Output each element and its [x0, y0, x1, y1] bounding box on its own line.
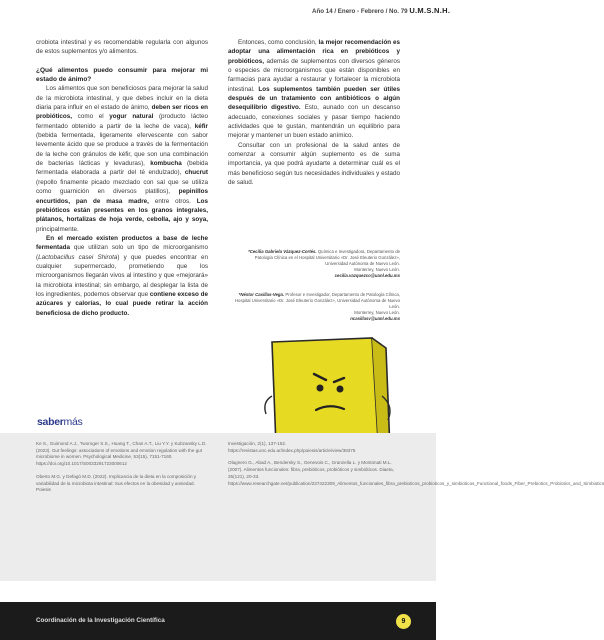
reference-item: Investigación, 2(1), 137-152. https://revistas.unc.edu.ar/index.php/poiesis/article/view/38375 — [228, 441, 356, 453]
left-paragraph-2: Los alimentos que son beneficiosos para mejorar la salud de la microbiota intestinal, y que debes incluir en la dieta diaria para influir en el estado de ánimo, deben ser ricos en probióticos, como el yogur natural (producto lácteo fermentado obtenido a partir de la leche de vaca), kéfir (bebida fermentada, ligeramente efervescente con sabor levemente ácido que se produce a través de la fermentación de la leche con gránulos de kéfir, que son una combinación de bacterias lácticas y levaduras), kombucha (bebida fermentada elaborada a partir del té endulzado), chucrut (repollo finamente picado mezclado con sal que se utiliza como guarnición en diversos platillos), pepinillos encurtidos, pan de masa madre, entre otros. Los prebióticos están presentes en los granos integrales, plátanos, hortalizas de hoja verde, cebolla, ajo y soya, principalmente. — [36, 85, 208, 233]
author-affiliation-1: *Cecilia Gabriela Vázquez-Cortés. Química e Investigadora, Departamento de Patología Clínica en el Hospital Universitario «Dr. José Eleuterio González», Universidad Autónoma de Nuevo León. Monterrey, Nuevo León. cecilia.vazquezco@uanl.edu.mx — [248, 249, 400, 279]
references-section — [0, 433, 604, 581]
right-paragraph-1: Entonces, como conclusión, la mejor recomendación es adoptar una alimentación rica en prebióticos y probióticos, además de suplementos con diversos géneros o especies de microorganismos que están disponibles en farmacias para ayudar a restaurar y fortalecer la microbiota intestinal. Los suplementos también pueden ser útiles después de un tratamiento con antibióticos o algún desequilibrio digestivo. Esto, aunado con un descanso adecuado, conexiones sociales y pasar tiempo haciendo actividades que te gustan, mantendrán un equilibrio para mejorar y mantener un buen estado anímico. — [228, 39, 400, 140]
page-footer — [0, 588, 436, 640]
page-number: 9 — [396, 614, 411, 629]
right-paragraph-2: Consultar con un profesional de la salud antes de comenzar a consumir algún suplemento es de suma importancia, ya que podrá ayudarte a determinar cuál es el más beneficioso según tus necesidades individuales y estado de salud. — [228, 141, 400, 187]
reference-item: Ke S., Guimond A.J., Tworoger S.S., Huang T., Chan A.T., Liu Y.Y. y Kubzansky L.D. (2023). Gut feelings: associations of emotions and emotion regulation with the gut microbiome in women. Psychological Medicine, 53(15), 7151-7160. https://doi.org/10.1017/S0033291723000612 — [36, 441, 207, 467]
saber-mas-logo: sabermás — [37, 416, 83, 428]
left-paragraph-3: En el mercado existen productos a base de leche fermentada que utilizan solo un tipo de microorganismo (Lactobacillus casei Shirota) y que puedes encontrar en cualquier supermercado, prometiendo que los microorganismos llegarán vivos al intestino y que «mejorará» la microbiota intestinal; sin embargo, al desplegar la lista de los ingredientes, podemos observar que contiene exceso de azúcares y calorías, lo cual puede retirar la acción beneficiosa de dicho producto. — [36, 234, 208, 317]
issue-info: Año 14 / Enero - Febrero / No. 79 — [312, 8, 408, 15]
references-left — [36, 441, 208, 500]
section-question: ¿Qué alimentos puedo consumir para mejorar mi estado de ánimo? — [36, 66, 208, 84]
right-column — [228, 38, 400, 188]
footer-label: Coordinación de la Investigación Científica — [36, 617, 165, 624]
author-email-1[interactable]: cecilia.vazquezco@uanl.edu.mx — [334, 273, 400, 279]
institution-name: U.M.S.N.H. — [409, 6, 451, 15]
left-paragraph-1: crobiota intestinal y es recomendable regularla con algunos de estos suplementos y/o alimentos. — [36, 39, 208, 56]
left-column — [36, 38, 208, 318]
author-affiliation-2: *Néstor Casillas-Vega. Profesor e Investigador, Departamento de Patología Clínica, Hospital Universitario «Dr. José Eleuterio González», Universidad Autónoma de Nuevo León. Monterrey, Nuevo León. ncasillasv@uanl.edu.mx — [234, 292, 400, 322]
issue-header — [312, 6, 450, 15]
references-right — [228, 441, 604, 493]
author-email-2[interactable]: ncasillasv@uanl.edu.mx — [350, 316, 400, 322]
reference-item: Oberto M.G. y Defagó M.D. (2022). Implicancia de la dieta en la composición y variabilidad de la microbiota intestinal: Sus efectos en la obesidad y ansiedad. Poiesis — [36, 473, 197, 493]
reference-item: Olagnero G., Abad A., Bendersky S., Genevois C., Granzella L. y Montonati M.L. (2007). Alimentos funcionales: fibra, prebióticos, probióticos y simbióticos. Diaeta, 25(121), 20-33. https://www.researchgate.net/publication/237422309_Alimentos_funcionales_fibra_prebioticos_probioticos_y_simbioticos_Functional_foods_Fiber_Prebiotics_Probiotics_and_Simbiotics — [228, 460, 604, 486]
